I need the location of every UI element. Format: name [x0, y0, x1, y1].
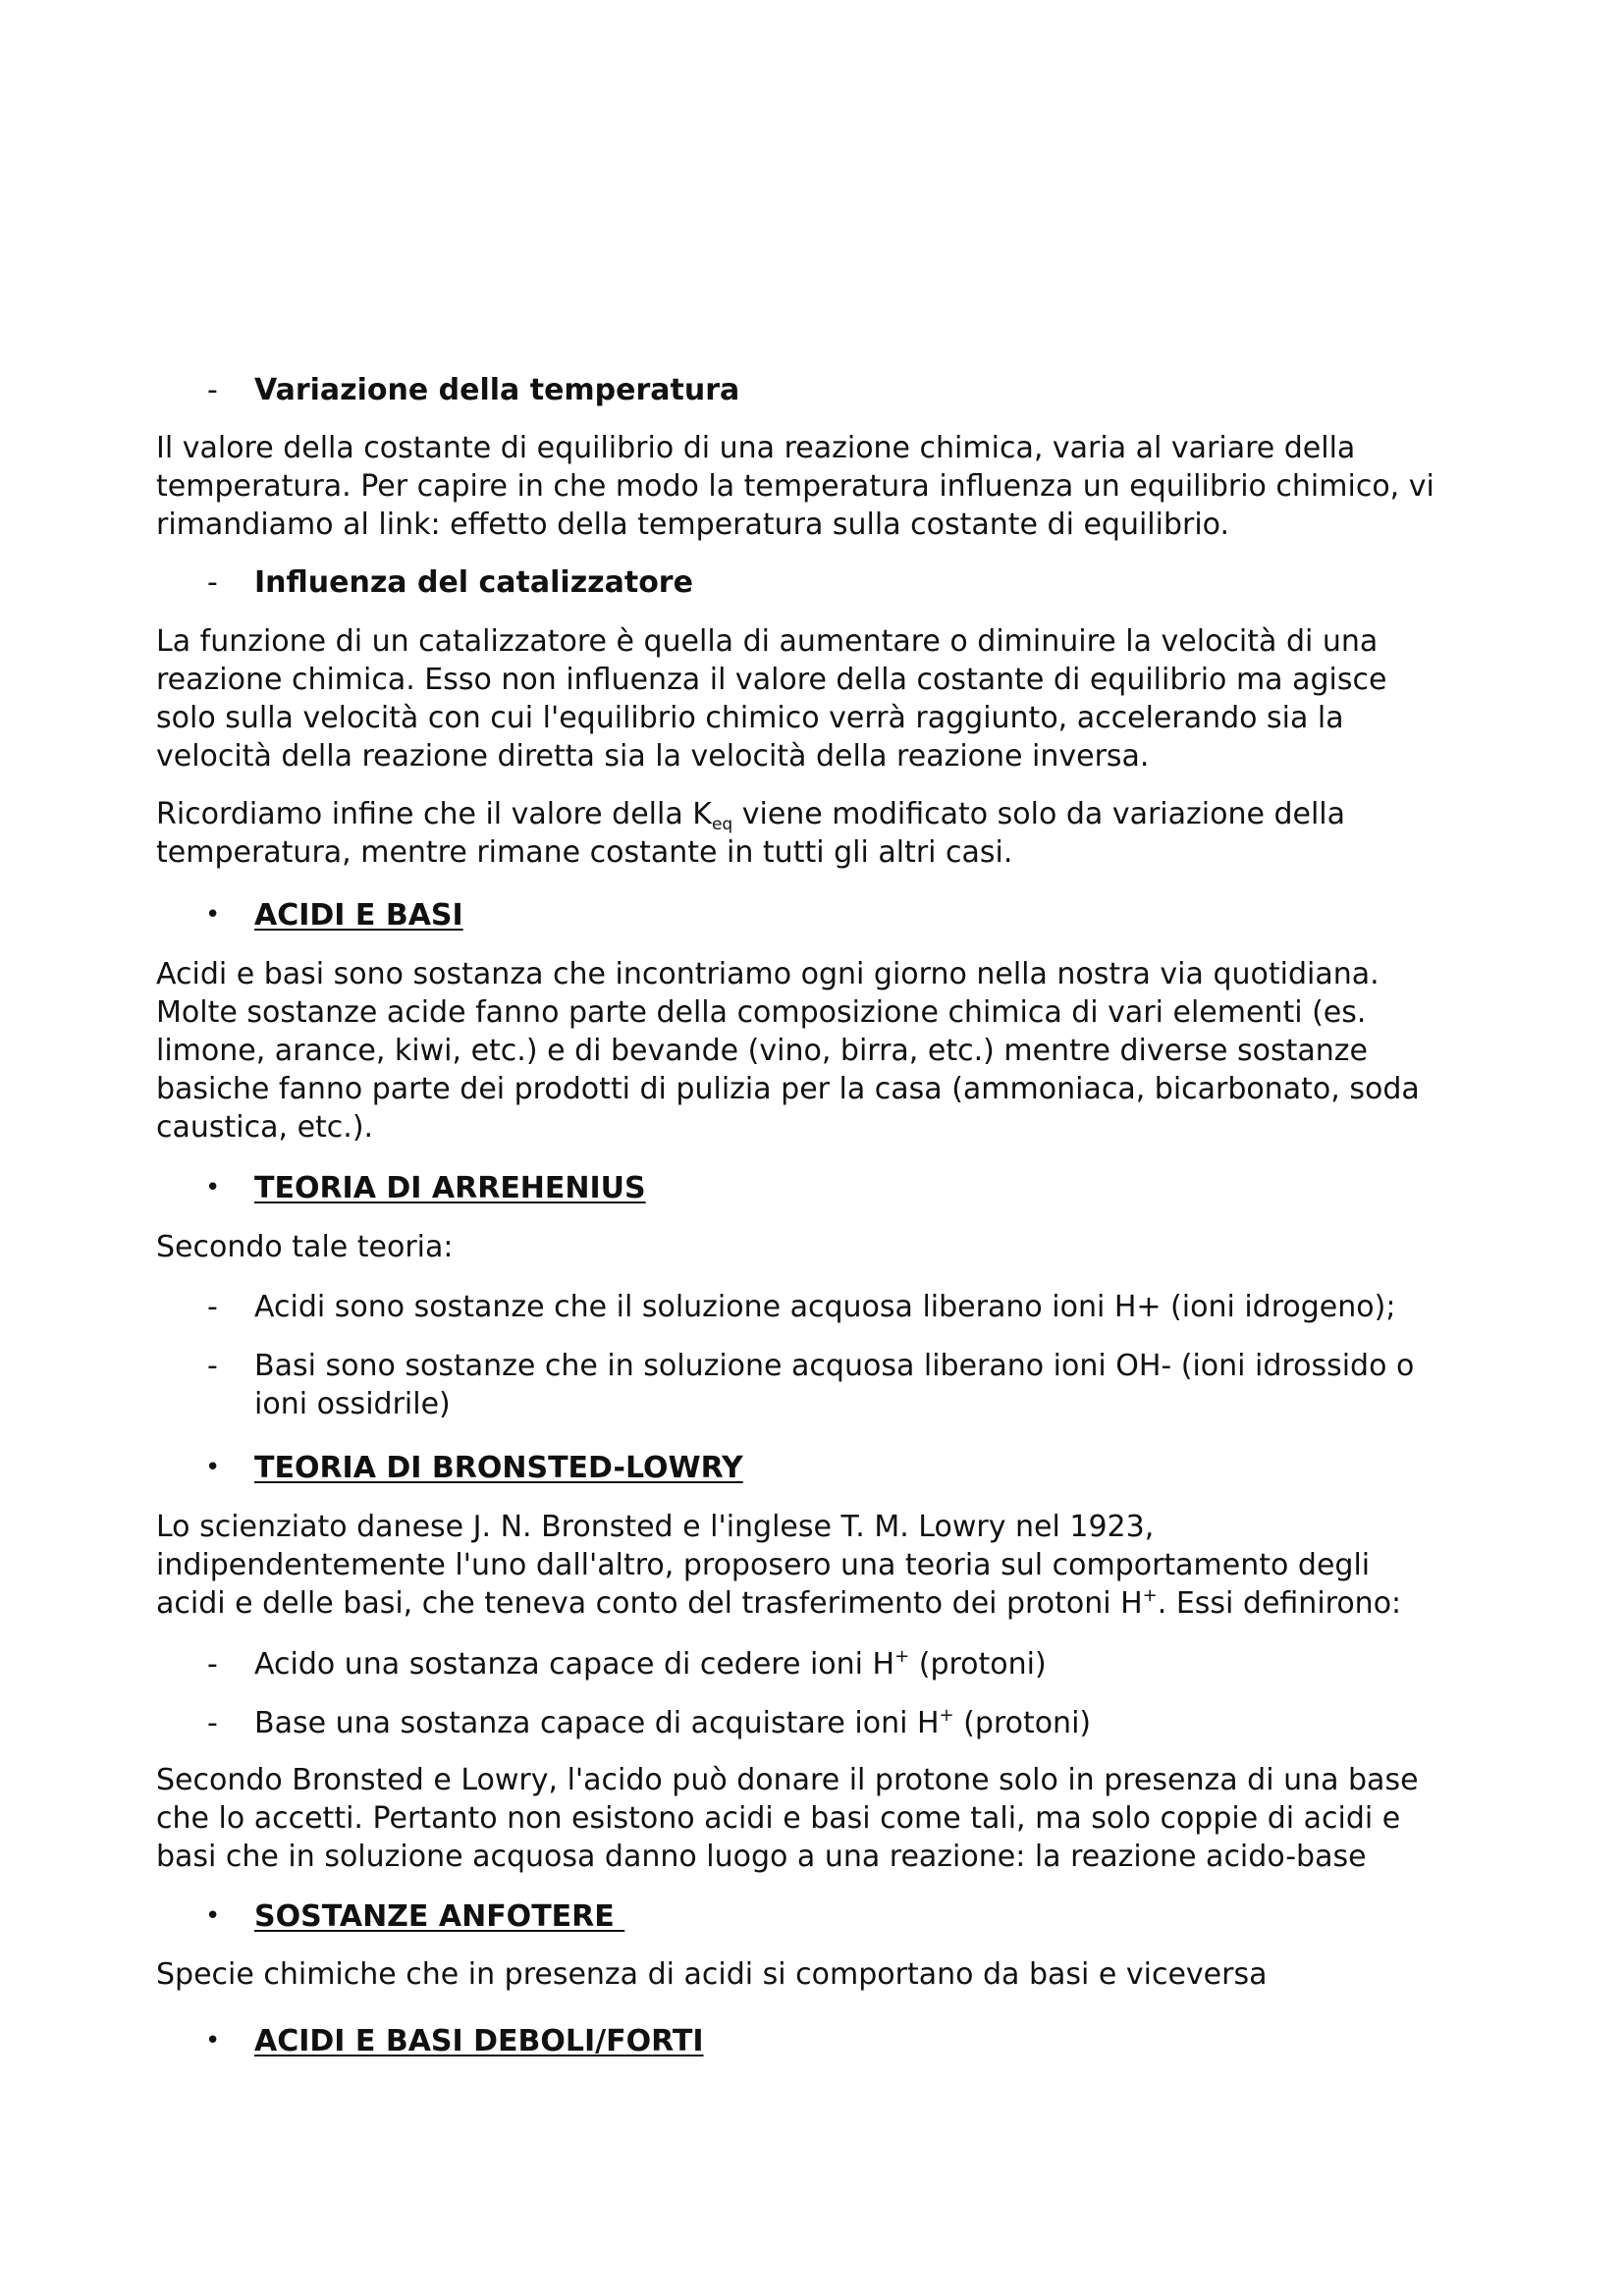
text-line: indipendentemente l'uno dall'altro, proposero una teoria sul comportamento degli	[156, 1548, 1371, 1582]
catalyst-paragraph	[156, 622, 1491, 775]
text-line: reazione chimica. Esso non influenza il valore della costante di equilibrio ma agisce	[156, 663, 1387, 697]
keq-paragraph	[156, 795, 1491, 872]
text-segment: Ricordiamo infine che il valore della K	[156, 797, 712, 831]
arrhenius-intro	[156, 1228, 1491, 1266]
text-line: caustica, etc.).	[156, 1110, 374, 1145]
proton-superscript: +	[894, 1646, 910, 1667]
dash-marker: -	[207, 1290, 218, 1324]
bullet-marker: •	[205, 2026, 221, 2056]
text-line: Molte sostanze acide fanno parte della composizione chimica di vari elementi (es.	[156, 995, 1367, 1030]
text-line	[156, 795, 1491, 833]
text-line: temperatura, mentre rimane costante in tutti gli altri casi.	[156, 835, 1013, 870]
dash-marker: -	[207, 1647, 218, 1682]
text-segment: acidi e delle basi, che teneva conto del trasferimento dei protoni H	[156, 1586, 1143, 1621]
text-line: limone, arance, kiwi, etc.) e di bevande (vino, birra, etc.) mentre diverse sostanze	[156, 1034, 1369, 1068]
text-line: Il valore della costante di equilibrio di una reazione chimica, varia al variare della	[156, 431, 1356, 465]
bronsted-lowry-paragraph-2	[156, 1761, 1491, 1876]
acids-bases-paragraph	[156, 955, 1491, 1147]
text-line: Secondo tale teoria:	[156, 1230, 454, 1264]
text-line: rimandiamo al link: effetto della temperatura sulla costante di equilibrio.	[156, 507, 1230, 542]
heading-text: ACIDI E BASI	[254, 898, 463, 933]
text-line: solo sulla velocità con cui l'equilibrio chimico verrà raggiunto, accelerando sia la	[156, 701, 1344, 735]
heading-text: Influenza del catalizzatore	[254, 565, 693, 600]
text-line: temperatura. Per capire in che modo la temperatura influenza un equilibrio chimico, vi	[156, 469, 1434, 504]
text-segment: (protoni)	[909, 1647, 1047, 1682]
item-text	[254, 1347, 1414, 1423]
heading-text: Variazione della temperatura	[254, 373, 740, 407]
dash-marker: -	[207, 373, 218, 407]
text-line: ioni ossidrile)	[254, 1387, 451, 1421]
text-line: basi che in soluzione acquosa danno luogo a una reazione: la reazione acido-base	[156, 1840, 1367, 1874]
dash-marker: -	[207, 1706, 218, 1740]
text-line: che lo accetti. Pertanto non esistono acidi e basi come tali, ma solo coppie di acidi e	[156, 1801, 1401, 1836]
item-text	[254, 1645, 1047, 1683]
keq-subscript: eq	[711, 815, 733, 834]
text-line: Lo scienziato danese J. N. Bronsted e l'inglese T. M. Lowry nel 1923,	[156, 1510, 1155, 1544]
text-line: Acidi e basi sono sostanza che incontriamo ogni giorno nella nostra via quotidiana.	[156, 957, 1380, 991]
dash-marker: -	[207, 565, 218, 600]
temperature-paragraph	[156, 429, 1491, 544]
dash-marker: -	[207, 1349, 218, 1383]
heading-text: ACIDI E BASI DEBOLI/FORTI	[254, 2024, 704, 2058]
text-line: Basi sono sostanze che in soluzione acquosa liberano ioni OH- (ioni idrossido o	[254, 1349, 1415, 1383]
text-line: Specie chimiche che in presenza di acidi si comportano da basi e viceversa	[156, 1957, 1268, 1992]
bullet-marker: •	[205, 1453, 221, 1482]
bullet-marker: •	[205, 1173, 221, 1202]
bullet-marker: •	[205, 900, 221, 930]
heading-text: SOSTANZE ANFOTERE	[254, 1899, 625, 1934]
text-segment: Acido una sostanza capace di cedere ioni H	[254, 1647, 895, 1682]
text-line: velocità della reazione diretta sia la velocità della reazione inversa.	[156, 739, 1150, 774]
proton-superscript: +	[1142, 1585, 1158, 1606]
text-line: La funzione di un catalizzatore è quella di aumentare o diminuire la velocità di una	[156, 624, 1379, 659]
heading-text: TEORIA DI ARREHENIUS	[254, 1171, 646, 1205]
item-text	[254, 1704, 1091, 1742]
text-segment: . Essi definirono:	[1157, 1586, 1402, 1621]
text-line: basiche fanno parte dei prodotti di pulizia per la casa (ammoniaca, bicarbonato, soda	[156, 1072, 1420, 1106]
proton-superscript: +	[939, 1705, 954, 1726]
text-line	[156, 1584, 1491, 1623]
heading-text: TEORIA DI BRONSTED-LOWRY	[254, 1451, 743, 1485]
text-segment: viene modificato solo da variazione della	[732, 797, 1346, 831]
bullet-marker: •	[205, 1901, 221, 1931]
text-line: Secondo Bronsted e Lowry, l'acido può donare il protone solo in presenza di una base	[156, 1763, 1419, 1797]
text-segment: (protoni)	[953, 1706, 1092, 1740]
bronsted-lowry-paragraph	[156, 1508, 1491, 1623]
amphoteric-paragraph	[156, 1955, 1491, 1994]
text-segment: Base una sostanza capace di acquistare ioni H	[254, 1706, 940, 1740]
item-text: Acidi sono sostanze che il soluzione acquosa liberano ioni H+ (ioni idrogeno);	[254, 1290, 1396, 1324]
